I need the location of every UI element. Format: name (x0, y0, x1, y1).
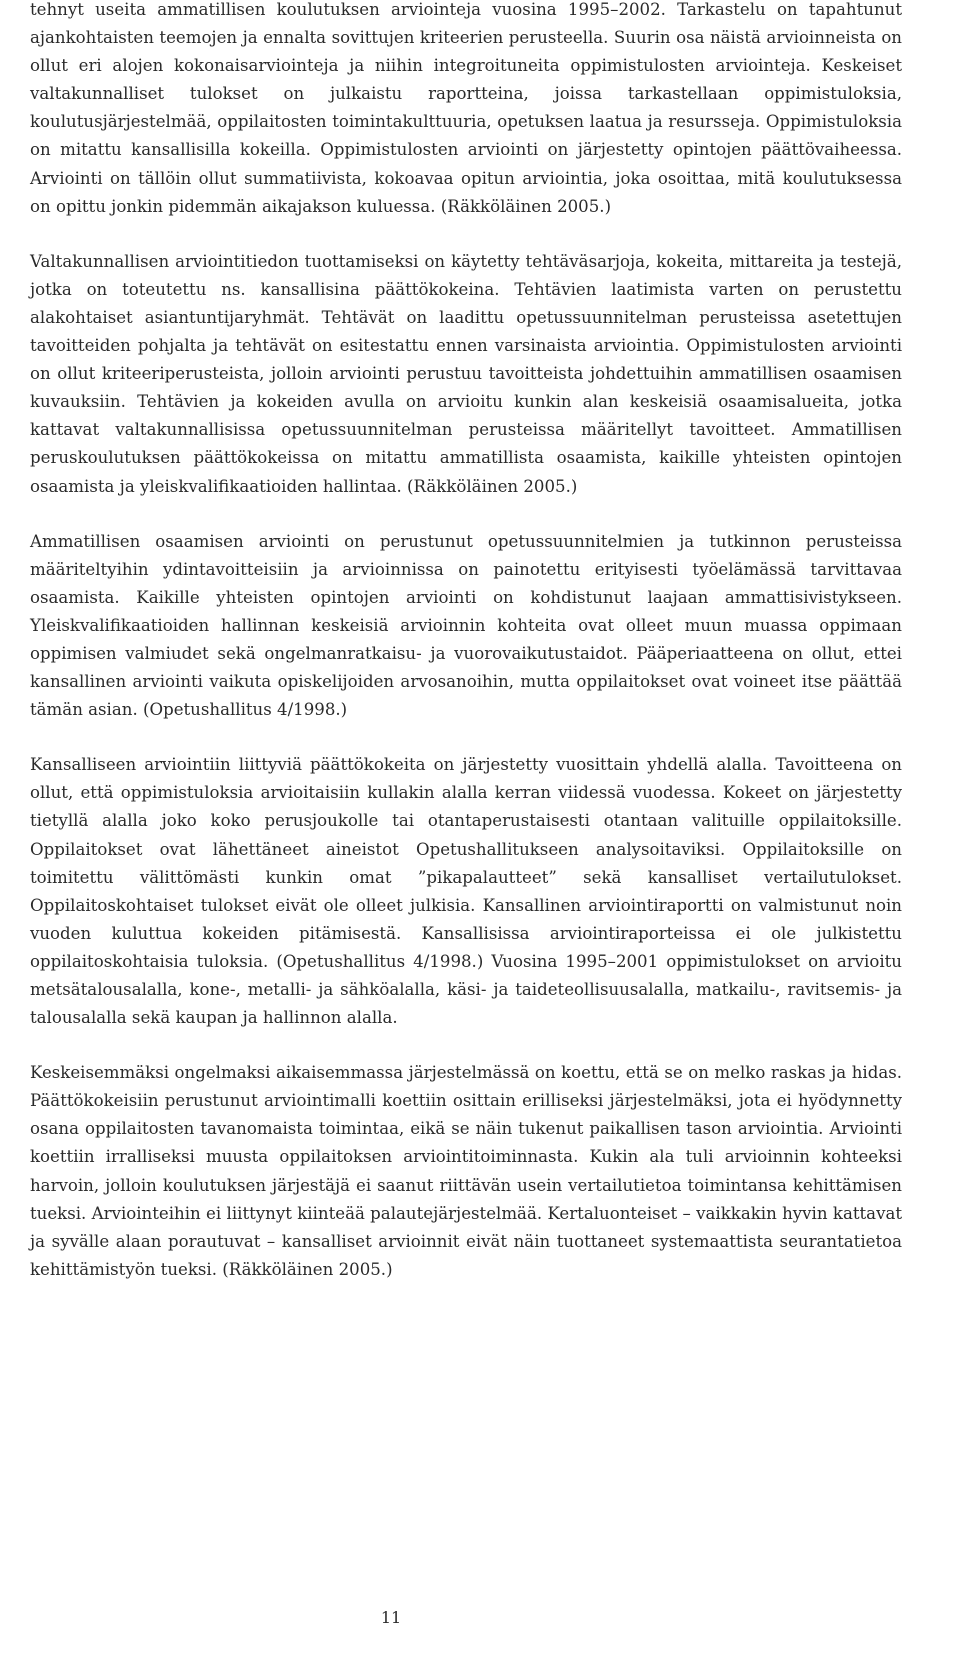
paragraph-3: Ammatillisen osaamisen arviointi on perustunut opetussuunnitelmien ja tutkinnon perusteissa määriteltyihin ydintavoitteisiin ja arvioinnissa on painotettu erityisesti työelämässä tarvittavaa osaamista. Kaikille yhteisten opintojen arviointi on kohdistunut laajaan ammattisivistykseen. Yleiskvalifikaatioiden hallinnan keskeisiä arvioinnin kohteita ovat olleet muun muassa oppimaan oppimisen valmiudet sekä ongelmanratkaisu- ja vuorovaikutustaidot. Pääperiaatteena on ollut, ettei kansallinen arviointi vaikuta opiskelijoiden arvosanoihin, mutta oppilaitokset ovat voineet itse päättää tämän asian. (Opetushallitus 4/1998.) (30, 531, 902, 720)
body-text (30, 0, 902, 1284)
paragraph-2: Valtakunnallisen arviointitiedon tuottamiseksi on käytetty tehtäväsarjoja, kokeita, mittareita ja testejä, jotka on toteutettu ns. kansallisina päättökokeina. Tehtävien laatimista varten on perustettu alakohtaiset asiantuntijaryhmät. Tehtävät on laadittu opetussuunnitelman perusteissa asetettujen tavoitteiden pohjalta ja tehtävät on esitestattu ennen varsinaista arviointia. Oppimistulosten arviointi on ollut kriteeriperusteista, jolloin arviointi perustuu tavoitteista johdettuihin ammatillisen osaamisen kuvauksiin. Tehtävien ja kokeiden avulla on arvioitu kunkin alan keskeisiä osaamisalueita, jotka kattavat valtakunnallisissa opetussuunnitelman perusteissa määritellyt tavoitteet. Ammatillisen peruskoulutuksen päättökokeissa on mitattu ammatillista osaamista, kaikille yhteisten opintojen osaamista ja yleiskvalifikaatioiden hallintaa. (Räkköläinen 2005.) (30, 251, 902, 496)
paragraph-1: tehnyt useita ammatillisen koulutuksen arviointeja vuosina 1995–2002. Tarkastelu on tapahtunut ajankohtaisten teemojen ja ennalta sovittujen kriteerien perusteella. Suurin osa näistä arvioinneista on ollut eri alojen kokonaisarviointeja ja niihin integroituneita oppimistulosten arviointeja. Keskeiset valtakunnalliset tulokset on julkaistu raportteina, joissa tarkastellaan oppimistuloksia, koulutusjärjestelmää, oppilaitosten toimintakulttuuria, opetuksen laatua ja resursseja. Oppimistuloksia on mitattu kansallisilla kokeilla. Oppimistulosten arviointi on järjestetty opintojen päättövaiheessa. Arviointi on tällöin ollut summatiivista, kokoavaa opitun arviointia, joka osoittaa, mitä koulutuksessa on opittu jonkin pidemmän aikajakson kuluessa. (Räkköläinen 2005.) (30, 0, 902, 216)
page-number: 11 (380, 1608, 402, 1627)
paragraph-4: Kansalliseen arviointiin liittyviä päättökokeita on järjestetty vuosittain yhdellä alalla. Tavoitteena on ollut, että oppimistuloksia arvioitaisiin kullakin alalla kerran viidessä vuodessa. Kokeet on järjestetty tietyllä alalla joko koko perusjoukolle tai otantaperustaisesti otantaan valituille oppilaitoksille. Oppilaitokset ovat lähettäneet aineistot Opetushallitukseen analysoitaviksi. Oppilaitoksille on toimitettu välittömästi kunkin omat ”pikapalautteet” sekä kansalliset vertailutulokset. Oppilaitoskohtaiset tulokset eivät ole olleet julkisia. Kansallinen arviointiraportti on valmistunut noin vuoden kuluttua kokeiden pitämisestä. Kansallisissa arviointiraporteissa ei ole julkistettu oppilaitoskohtaisia tuloksia. (Opetushallitus 4/1998.) Vuosina 1995–2001 oppimistulokset on arvioitu metsätalousalalla, kone-, metalli- ja sähköalalla, käsi- ja taideteollisuusalalla, matkailu-, ravitsemis- ja talousalalla sekä kaupan ja hallinnon alalla. (30, 755, 902, 1028)
paragraph-5: Keskeisemmäksi ongelmaksi aikaisemmassa järjestelmässä on koettu, että se on melko raskas ja hidas. Päättökokeisiin perustunut arviointimalli koettiin osittain erilliseksi järjestelmäksi, jota ei hyödynnetty osana oppilaitosten tavanomaista toimintaa, eikä se näin tukenut paikallisen tason arviointia. Arviointi koettiin irralliseksi muusta oppilaitoksen arviointitoiminnasta. Kukin ala tuli arvioinnin kohteeksi harvoin, jolloin koulutuksen järjestäjä ei saanut riittävän usein vertailutietoa toimintansa kehittämisen tueksi. Arviointeihin ei liittynyt kiinteää palautejärjestelmää. Kertaluonteiset – vaikkakin hyvin kattavat ja syvälle alaan porautuvat – kansalliset arvioinnit eivät näin tuottaneet systemaattista seurantatietoa kehittämistyön tueksi. (Räkköläinen 2005.) (30, 1063, 902, 1279)
